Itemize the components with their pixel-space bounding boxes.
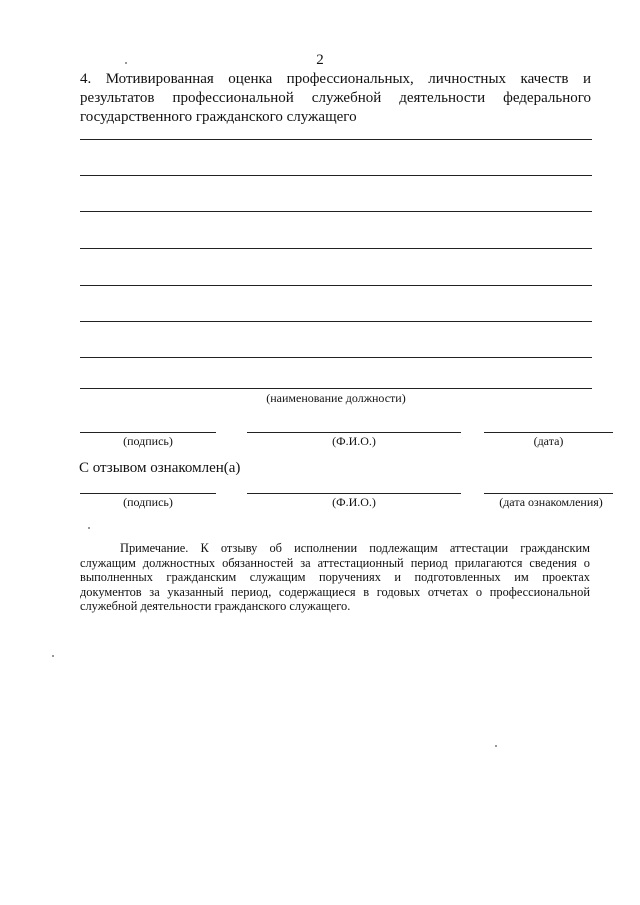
date-caption: (дата) bbox=[533, 434, 564, 448]
scan-speck bbox=[125, 62, 127, 64]
date-line[interactable] bbox=[484, 432, 613, 433]
scan-speck bbox=[88, 527, 90, 529]
note-line: Примечание. К отзыву об исполнении подлежащим аттестации гражданским bbox=[120, 541, 590, 555]
section-heading-line: результатов профессиональной служебной деятельности федерального bbox=[80, 90, 591, 106]
note-paragraph bbox=[80, 541, 590, 614]
evaluation-blank-line[interactable] bbox=[80, 139, 592, 140]
ack-signature-line[interactable] bbox=[80, 493, 216, 494]
position-line[interactable] bbox=[80, 388, 592, 389]
evaluation-blank-line[interactable] bbox=[80, 248, 592, 249]
note-line: выполненных гражданским служащим поручениях и подготовленных им проектах bbox=[80, 570, 590, 585]
acknowledgement-label: С отзывом ознакомлен(а) bbox=[79, 460, 241, 476]
evaluation-blank-line[interactable] bbox=[80, 321, 592, 322]
evaluation-blank-line[interactable] bbox=[80, 285, 592, 286]
scan-speck bbox=[495, 745, 497, 747]
evaluation-blank-line[interactable] bbox=[80, 175, 592, 176]
ack-signature-caption: (подпись) bbox=[123, 495, 173, 509]
name-caption: (Ф.И.О.) bbox=[332, 434, 376, 448]
note-line: документов за указанный период, содержащиеся в годовых отчетах о профессиональной bbox=[80, 584, 590, 599]
note-line: служебной деятельности гражданского служащего. bbox=[80, 599, 351, 614]
name-line[interactable] bbox=[247, 432, 461, 433]
scan-speck bbox=[52, 655, 54, 657]
ack-name-caption: (Ф.И.О.) bbox=[332, 495, 376, 509]
evaluation-blank-line[interactable] bbox=[80, 211, 592, 212]
section-heading-line: 4. Мотивированная оценка профессиональных, личностных качеств и bbox=[80, 71, 591, 87]
signature-line[interactable] bbox=[80, 432, 216, 433]
position-caption: (наименование должности) bbox=[266, 391, 406, 405]
ack-date-line[interactable] bbox=[484, 493, 613, 494]
ack-name-line[interactable] bbox=[247, 493, 461, 494]
page-number: 2 bbox=[316, 52, 324, 68]
signature-caption: (подпись) bbox=[123, 434, 173, 448]
evaluation-blank-line[interactable] bbox=[80, 357, 592, 358]
section-heading-line: государственного гражданского служащего bbox=[80, 109, 357, 125]
note-line: служащим должностных обязанностей за аттестационный период прилагаются сведения о bbox=[80, 555, 590, 570]
ack-date-caption: (дата ознакомления) bbox=[499, 495, 603, 509]
section-heading bbox=[80, 70, 591, 127]
